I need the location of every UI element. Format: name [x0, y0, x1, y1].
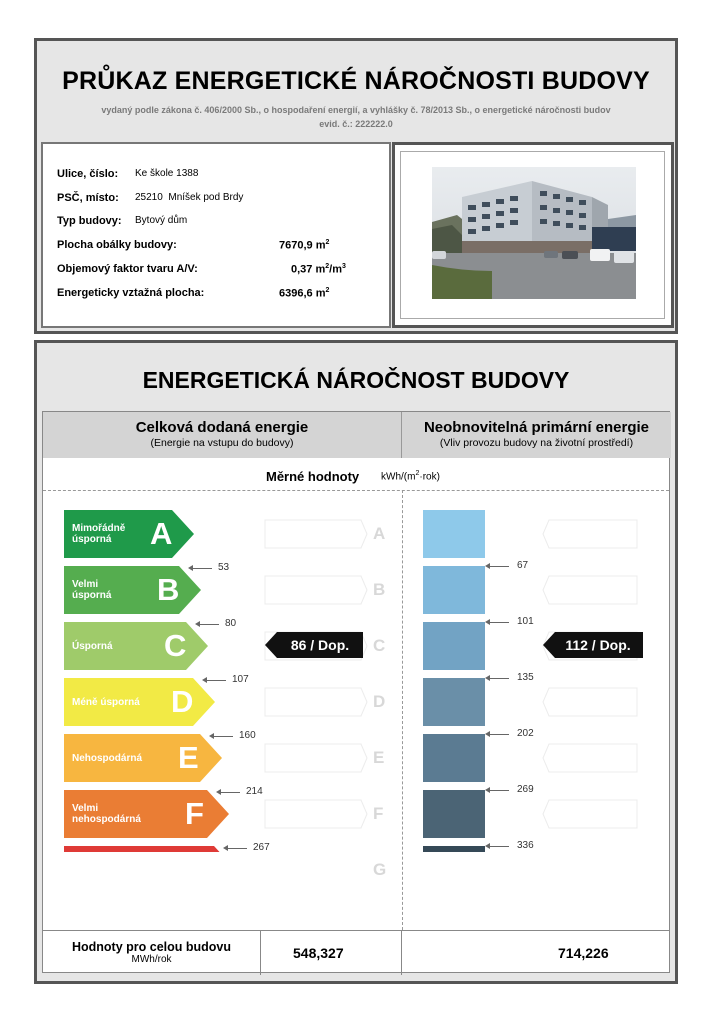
type-label: Typ budovy: [57, 215, 122, 227]
building-photo [432, 167, 636, 299]
primary-scale-bar-g [423, 846, 485, 852]
empty-marker-right-d [543, 688, 637, 716]
certificate-header-box [34, 38, 678, 334]
threshold-mark-right [489, 734, 509, 735]
threshold-left-107: 107 [232, 674, 249, 685]
class-letter-e: E [178, 740, 199, 775]
class-label-line-2: úsporná [72, 534, 112, 545]
photo-frame [400, 151, 665, 319]
envelope-number: 7670,9 m [279, 239, 326, 252]
empty-marker-right-f [543, 800, 637, 828]
shape-number: 0,37 m [291, 263, 326, 276]
threshold-right-135: 135 [517, 672, 534, 683]
threshold-mark-left [206, 680, 226, 681]
class-label-e [72, 753, 142, 764]
threshold-mark-right [489, 678, 509, 679]
delivered-energy-subheading: (Energie na vstupu do budovy) [150, 437, 294, 449]
class-label-line-1: Nehospodárná [72, 753, 143, 764]
empty-marker-right-b [543, 576, 637, 604]
envelope-label: Plocha obálky budovy: [57, 239, 177, 251]
city-label: PSČ, místo: [57, 192, 119, 204]
delivered-energy-total: 548,327 [293, 945, 344, 961]
empty-marker-right-e [543, 744, 637, 772]
class-letter-d: D [171, 684, 194, 719]
building-info-panel [41, 142, 391, 328]
primary-energy-subheading: (Vliv provozu budovy na životní prostředí) [439, 437, 634, 449]
envelope-value [279, 239, 329, 252]
primary-scale-bar-e [423, 734, 485, 782]
shape-exp-2: 3 [342, 263, 346, 270]
totals-row [43, 930, 669, 974]
unit-b: ·rok) [419, 471, 440, 483]
totals-label: Hodnoty pro celou budovu [71, 940, 231, 954]
threshold-right-336: 336 [517, 840, 534, 851]
threshold-right-202: 202 [517, 728, 534, 739]
city-value: 25210 Mníšek pod Brdy [135, 192, 244, 203]
threshold-mark-left [199, 624, 219, 625]
threshold-right-101: 101 [517, 616, 534, 627]
threshold-mark-left [220, 792, 240, 793]
unit-a: kWh/(m [381, 471, 416, 483]
class-label-g [72, 859, 141, 881]
empty-marker-left-b [265, 576, 367, 604]
ghost-letter-left-a: A [373, 524, 386, 543]
energy-rating-box [34, 340, 678, 984]
empty-marker-left-d [265, 688, 367, 716]
threshold-mark-right [489, 846, 509, 847]
building-photo-panel [392, 142, 674, 328]
threshold-mark-left [213, 736, 233, 737]
shape-exp-1: 2 [325, 263, 330, 270]
ghost-letter-left-b: B [373, 580, 386, 599]
threshold-mark-right [489, 790, 509, 791]
rating-table [42, 411, 670, 973]
class-letter-c: C [164, 628, 187, 663]
class-label-d [72, 697, 140, 708]
class-label-line-1: Úsporná [72, 641, 113, 652]
specific-values-label: Měrné hodnoty [266, 469, 360, 484]
class-label-line-2: úsporná [72, 590, 112, 601]
empty-marker-left-e [265, 744, 367, 772]
primary-scale-bar-a [423, 510, 485, 558]
primary-energy-total-cell [402, 931, 671, 975]
threshold-right-67: 67 [517, 560, 529, 571]
primary-energy-indicator: 112 / Dop. [565, 637, 631, 653]
class-label-line-2: nehospodárná [72, 814, 141, 825]
class-label-b [72, 579, 111, 601]
class-letter-f: F [185, 796, 204, 831]
threshold-left-160: 160 [239, 730, 256, 741]
ghost-letter-left-f: F [373, 804, 384, 823]
primary-energy-heading: Neobnovitelná primární energie [423, 419, 650, 436]
class-label-line-1: Velmi [72, 579, 99, 590]
threshold-mark-left [192, 568, 212, 569]
page-title: PRŮKAZ ENERGETICKÉ NÁROČNOSTI BUDOVY [62, 67, 650, 95]
empty-marker-left-a [265, 520, 367, 548]
delivered-energy-heading: Celková dodaná energie [135, 419, 309, 436]
threshold-left-267: 267 [253, 842, 270, 853]
class-label-line-1: Velmi [72, 803, 99, 814]
street-value: Ke škole 1388 [135, 168, 199, 179]
delivered-energy-total-cell [261, 931, 402, 975]
ghost-letter-left-e: E [373, 748, 385, 767]
legal-subtitle [57, 103, 655, 131]
threshold-left-214: 214 [246, 786, 263, 797]
threshold-left-53: 53 [218, 562, 230, 573]
evidence-number: evid. č.: 222222.0 [319, 119, 393, 129]
class-letter-b: B [157, 572, 180, 607]
primary-energy-total: 714,226 [558, 945, 609, 961]
totals-label-cell [43, 931, 261, 975]
primary-scale-bar-d [423, 678, 485, 726]
threshold-mark-right [489, 622, 509, 623]
class-letter-g: G [192, 852, 217, 887]
type-value: Bytový dům [135, 215, 188, 226]
unit-exp: 2 [415, 470, 420, 477]
envelope-exp: 2 [325, 239, 330, 246]
threshold-right-269: 269 [517, 784, 534, 795]
area-number: 6396,6 m [279, 287, 326, 300]
shape-factor-label: Objemový faktor tvaru A/V: [57, 263, 198, 275]
ghost-letter-left-c: C [373, 636, 386, 655]
reference-area-label: Energeticky vztažná plocha: [57, 287, 205, 299]
totals-unit: MWh/rok [131, 954, 172, 965]
primary-scale-bar-b [423, 566, 485, 614]
class-label-f [72, 803, 141, 825]
class-label-c [72, 641, 113, 652]
empty-marker-left-f [265, 800, 367, 828]
class-label-a [72, 523, 125, 545]
empty-marker-right-a [543, 520, 637, 548]
primary-scale-bar-c [423, 622, 485, 670]
class-label-line-1: Mimořádně [72, 859, 126, 870]
threshold-mark-left [227, 848, 247, 849]
primary-scale-bar-f [423, 790, 485, 838]
class-label-line-1: Méně úsporná [72, 697, 140, 708]
class-letter-a: A [150, 516, 173, 551]
area-exp: 2 [325, 287, 330, 294]
shape-factor-value [291, 263, 346, 276]
threshold-mark-right [489, 566, 509, 567]
threshold-left-80: 80 [225, 618, 237, 629]
class-label-line-1: Mimořádně [72, 523, 126, 534]
ghost-letter-left-g: G [373, 860, 387, 879]
class-label-line-2: nehospodárná [72, 870, 141, 881]
shape-mid: /m [329, 263, 342, 276]
reference-area-value [279, 287, 329, 300]
street-label: Ulice, číslo: [57, 168, 119, 180]
rating-title: ENERGETICKÁ NÁROČNOST BUDOVY [142, 367, 570, 393]
ghost-letter-left-d: D [373, 692, 386, 711]
legal-reference: vydaný podle zákona č. 406/2000 Sb., o hospodaření energií, a vyhlášky č. 78/2013 Sb., o energetické náročnosti budov [101, 105, 611, 115]
delivered-energy-indicator: 86 / Dop. [290, 637, 350, 653]
